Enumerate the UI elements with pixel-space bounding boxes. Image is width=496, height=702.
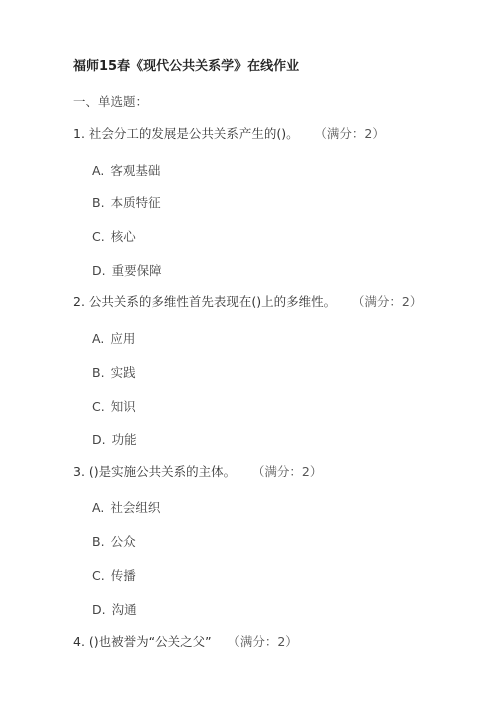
option-text: 知识 bbox=[110, 399, 136, 414]
option-1c bbox=[92, 227, 136, 245]
option-3d bbox=[92, 600, 137, 618]
option-letter: B. bbox=[92, 534, 105, 549]
option-text: 客观基础 bbox=[110, 163, 161, 178]
option-1d bbox=[92, 261, 162, 279]
option-1a bbox=[92, 161, 160, 179]
option-3c bbox=[92, 566, 136, 584]
question-score: （满分：2） bbox=[258, 464, 323, 479]
option-text: 实践 bbox=[110, 365, 136, 380]
option-text: 本质特征 bbox=[110, 195, 161, 210]
option-text: 社会组织 bbox=[110, 500, 161, 515]
option-1b bbox=[92, 193, 161, 211]
option-2b bbox=[92, 363, 136, 381]
question-text: 4. ()也被誉为“公关之父” bbox=[73, 634, 212, 649]
option-2a bbox=[92, 329, 135, 347]
question-2 bbox=[73, 292, 422, 310]
option-letter: A. bbox=[92, 500, 105, 515]
question-score: （满分：2） bbox=[358, 294, 423, 309]
option-letter: B. bbox=[92, 365, 105, 380]
option-3a bbox=[92, 498, 160, 516]
option-letter: D. bbox=[92, 432, 106, 447]
question-score: （满分：2） bbox=[320, 126, 385, 141]
question-score: （满分：2） bbox=[233, 634, 298, 649]
option-text: 应用 bbox=[110, 331, 136, 346]
option-text: 重要保障 bbox=[111, 263, 162, 278]
option-letter: D. bbox=[92, 263, 106, 278]
option-text: 核心 bbox=[110, 229, 136, 244]
question-1 bbox=[73, 124, 385, 142]
option-letter: D. bbox=[92, 602, 106, 617]
section-heading: 一、单选题： bbox=[73, 94, 149, 109]
option-letter: A. bbox=[92, 163, 105, 178]
option-letter: B. bbox=[92, 195, 105, 210]
option-3b bbox=[92, 532, 136, 550]
question-text: 3. ()是实施公共关系的主体。 bbox=[73, 464, 237, 479]
option-2d bbox=[92, 430, 137, 448]
option-letter: C. bbox=[92, 399, 105, 414]
question-3 bbox=[73, 462, 322, 480]
option-letter: A. bbox=[92, 331, 105, 346]
option-text: 沟通 bbox=[111, 602, 137, 617]
question-text: 1. 社会分工的发展是公共关系产生的()。 bbox=[73, 126, 299, 141]
option-text: 公众 bbox=[110, 534, 136, 549]
option-2c bbox=[92, 397, 136, 415]
question-text: 2. 公共关系的多维性首先表现在()上的多维性。 bbox=[73, 294, 337, 309]
question-4 bbox=[73, 632, 298, 650]
option-letter: C. bbox=[92, 568, 105, 583]
option-text: 功能 bbox=[111, 432, 137, 447]
document-title: 福师15春《现代公共关系学》在线作业 bbox=[73, 59, 300, 74]
option-text: 传播 bbox=[110, 568, 136, 583]
option-letter: C. bbox=[92, 229, 105, 244]
